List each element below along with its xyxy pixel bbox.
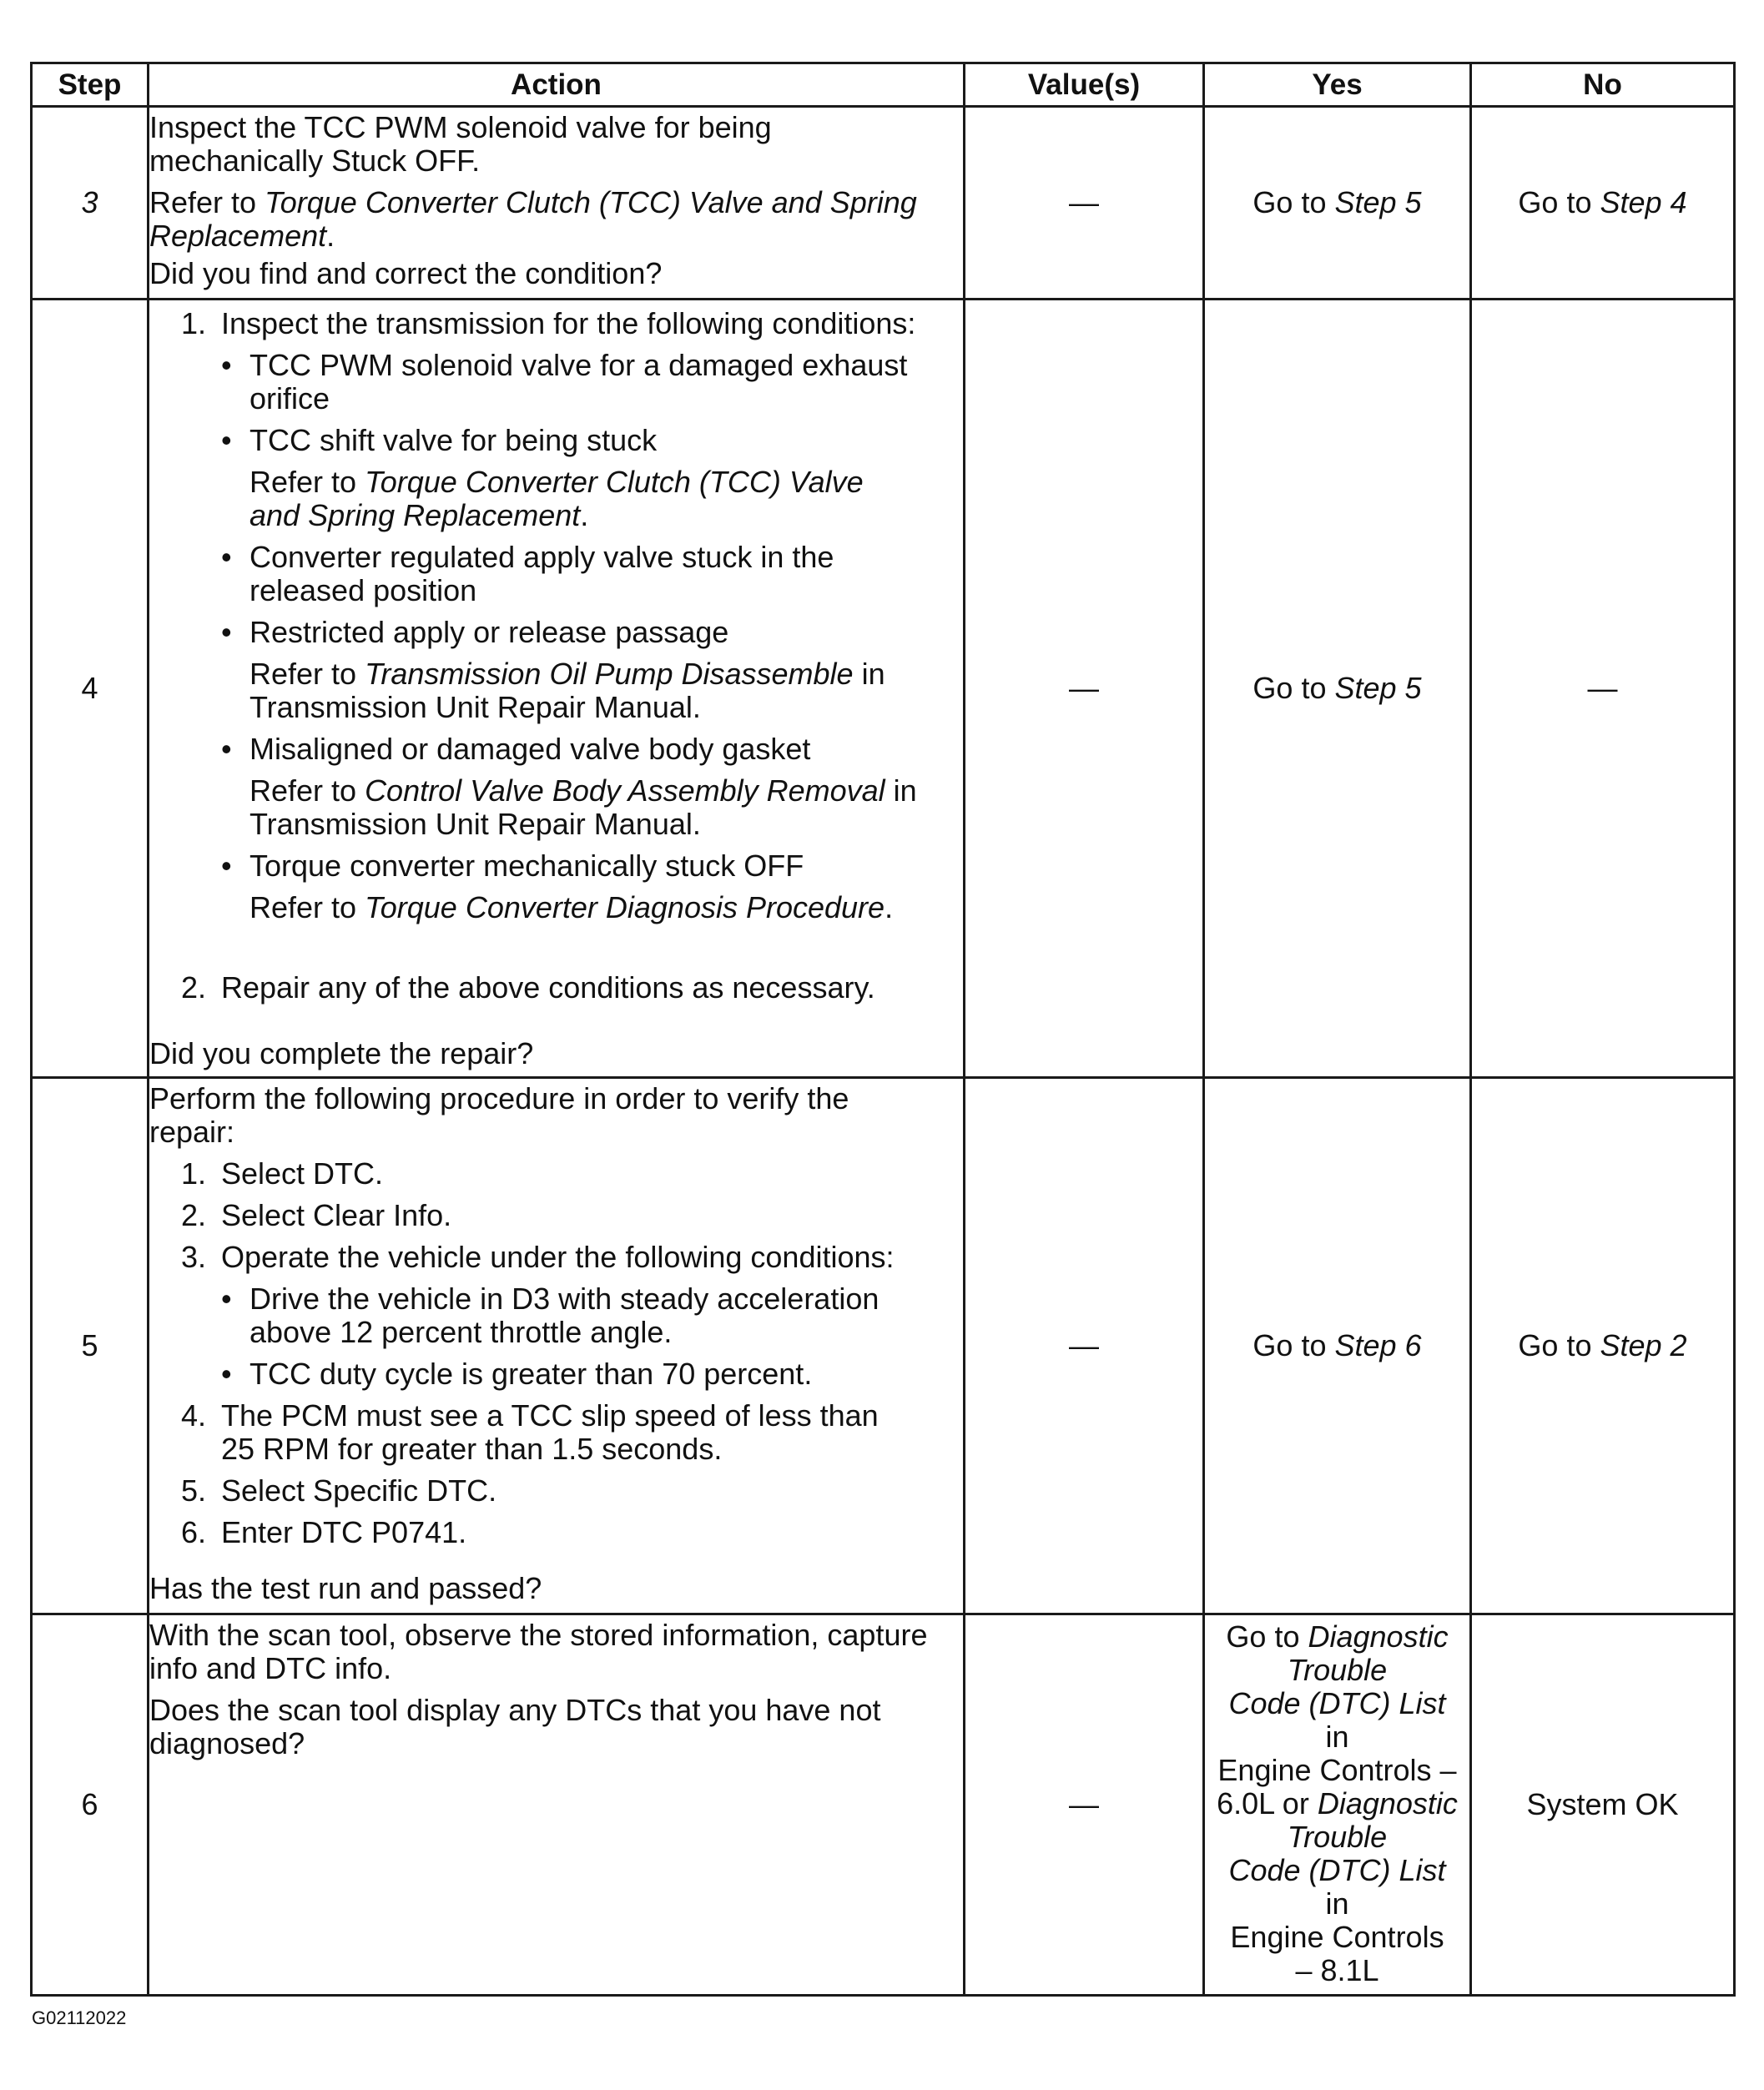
bullet-icon: • bbox=[221, 347, 232, 382]
bullet-icon: • bbox=[221, 731, 232, 766]
reference-title: Torque Converter Clutch (TCC) Valve and Spring bbox=[265, 184, 917, 219]
action-question: Does the scan tool display any DTCs that you have not bbox=[149, 1692, 881, 1727]
action-text: mechanically Stuck OFF. bbox=[149, 143, 481, 178]
header-no: No bbox=[1471, 63, 1735, 107]
step-number: 3 bbox=[32, 107, 149, 300]
bullet-icon: • bbox=[221, 422, 232, 457]
list-item: • Drive the vehicle in D3 with steady acceleration above 12 percent throttle angle. bbox=[221, 1281, 879, 1349]
list-item: • TCC duty cycle is greater than 70 percent. bbox=[221, 1356, 813, 1391]
table-header-row bbox=[32, 63, 1735, 107]
bullet-icon: • bbox=[221, 539, 232, 574]
diagnostic-table-sheet bbox=[30, 62, 1733, 1997]
yes-cell bbox=[1204, 300, 1471, 1078]
list-item: • Misaligned or damaged valve body gasket bbox=[221, 731, 811, 766]
table-row-step-4 bbox=[32, 300, 1735, 1078]
value-dash: — bbox=[965, 300, 1204, 1078]
list-item: • TCC PWM solenoid valve for a damaged exhaust orifice bbox=[221, 347, 908, 415]
bullet-list bbox=[221, 349, 963, 924]
action-cell bbox=[149, 1614, 965, 1996]
action-text: Perform the following procedure in order to verify the bbox=[149, 1080, 849, 1116]
reference-title: Torque Converter Diagnosis Procedure bbox=[365, 889, 885, 924]
action-cell bbox=[149, 107, 965, 300]
reference-title: Control Valve Body Assembly Removal bbox=[365, 773, 885, 808]
step-number: 6 bbox=[32, 1614, 149, 1996]
bullet-icon: • bbox=[221, 614, 232, 649]
no-cell bbox=[1471, 107, 1735, 300]
value-dash: — bbox=[965, 1078, 1204, 1614]
no-cell bbox=[1471, 1614, 1735, 1996]
reference-text: Refer to Torque Converter Diagnosis Procedure. bbox=[249, 889, 894, 924]
numbered-list bbox=[181, 1157, 963, 1549]
reference-text: Refer to Torque Converter Clutch (TCC) Valve and Spring bbox=[149, 184, 917, 219]
bullet-icon: • bbox=[221, 848, 232, 883]
reference-text: Refer to Transmission Oil Pump Disassemble in Transmission Unit Repair Manual. bbox=[249, 656, 885, 724]
reference-text: Replacement. bbox=[149, 218, 335, 253]
table-row-step-3 bbox=[32, 107, 1735, 300]
list-item: 6. Enter DTC P0741. bbox=[181, 1514, 467, 1549]
action-question: Did you complete the repair? bbox=[149, 1035, 534, 1070]
no-cell bbox=[1471, 1078, 1735, 1614]
action-text: Inspect the TCC PWM solenoid valve for being bbox=[149, 109, 772, 144]
yes-cell bbox=[1204, 1078, 1471, 1614]
action-cell bbox=[149, 1078, 965, 1614]
yes-cell bbox=[1204, 1614, 1471, 1996]
yes-goto[interactable]: Go to Step 5 bbox=[1252, 671, 1422, 705]
list-item: • Torque converter mechanically stuck OFF bbox=[221, 848, 804, 883]
no-dash: — bbox=[1471, 300, 1735, 1078]
table-row-step-6 bbox=[32, 1614, 1735, 1996]
list-item: 4. The PCM must see a TCC slip speed of less than 25 RPM for greater than 1.5 seconds. bbox=[181, 1398, 879, 1466]
header-step: Step bbox=[32, 63, 149, 107]
list-item: • TCC shift valve for being stuck bbox=[221, 422, 658, 457]
action-question: Did you find and correct the condition? bbox=[149, 255, 663, 290]
numbered-list bbox=[181, 307, 963, 1005]
list-item: 2. Select Clear Info. bbox=[181, 1197, 452, 1232]
reference-text: Refer to Torque Converter Clutch (TCC) Valve and Spring Replacement. bbox=[249, 464, 864, 532]
bullet-icon: • bbox=[221, 1356, 232, 1391]
table-row-step-5 bbox=[32, 1078, 1735, 1614]
figure-code: G02112022 bbox=[32, 2007, 127, 2028]
no-goto[interactable]: Go to Step 4 bbox=[1518, 185, 1687, 219]
action-cell bbox=[149, 300, 965, 1078]
reference-title: Replacement bbox=[149, 218, 327, 253]
list-item: 3. Operate the vehicle under the following conditions: bbox=[181, 1239, 895, 1274]
action-text: With the scan tool, observe the stored information, capture bbox=[149, 1617, 928, 1652]
list-item: • Restricted apply or release passage bbox=[221, 614, 729, 649]
action-text: repair: bbox=[149, 1114, 235, 1149]
step-number: 4 bbox=[32, 300, 149, 1078]
header-yes: Yes bbox=[1204, 63, 1471, 107]
header-action: Action bbox=[149, 63, 965, 107]
yes-goto[interactable]: Go to Diagnostic Trouble Code (DTC) List in Engine Controls – 6.0L or Diagnostic Trouble Code (DTC) List in Engine Controls – 8.1L bbox=[1217, 1619, 1458, 1987]
bullet-list bbox=[221, 1282, 963, 1391]
reference-title: Torque Converter Clutch (TCC) Valve bbox=[365, 464, 864, 499]
reference-title: Transmission Oil Pump Disassemble bbox=[365, 656, 854, 691]
reference-title: and Spring Replacement bbox=[249, 497, 581, 532]
list-item: 2. Repair any of the above conditions as necessary. bbox=[181, 969, 875, 1005]
action-text: info and DTC info. bbox=[149, 1650, 392, 1685]
yes-cell bbox=[1204, 107, 1471, 300]
reference-text: Refer to Control Valve Body Assembly Removal in Transmission Unit Repair Manual. bbox=[249, 773, 917, 841]
list-item: 5. Select Specific DTC. bbox=[181, 1473, 497, 1508]
action-question: diagnosed? bbox=[149, 1725, 305, 1760]
no-result: System OK bbox=[1526, 1787, 1679, 1821]
diagnostic-table bbox=[30, 62, 1736, 1997]
list-item: 1. Select DTC. bbox=[181, 1156, 384, 1191]
no-goto[interactable]: Go to Step 2 bbox=[1518, 1328, 1687, 1362]
step-number: 5 bbox=[32, 1078, 149, 1614]
list-item: • Converter regulated apply valve stuck in the released position bbox=[221, 539, 834, 607]
yes-goto[interactable]: Go to Step 6 bbox=[1252, 1328, 1422, 1362]
value-dash: — bbox=[965, 1614, 1204, 1996]
header-values: Value(s) bbox=[965, 63, 1204, 107]
list-item: 1. Inspect the transmission for the following conditions: bbox=[181, 305, 916, 340]
yes-goto[interactable]: Go to Step 5 bbox=[1252, 185, 1422, 219]
action-question: Has the test run and passed? bbox=[149, 1570, 542, 1605]
bullet-icon: • bbox=[221, 1281, 232, 1316]
value-dash: — bbox=[965, 107, 1204, 300]
